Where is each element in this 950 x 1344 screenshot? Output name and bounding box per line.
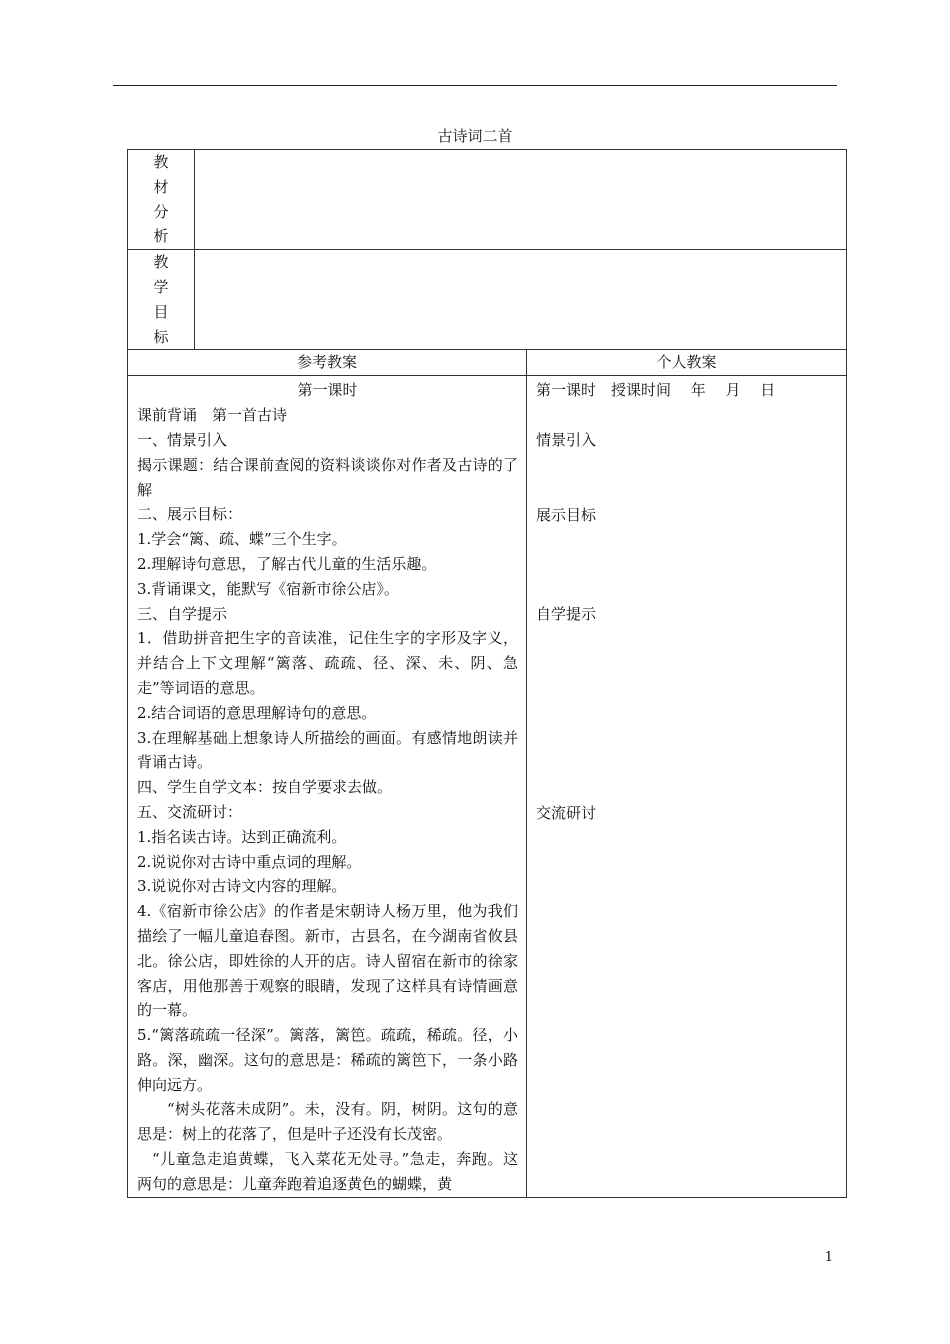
personal-plan-item: 展示目标 bbox=[536, 506, 597, 525]
personal-plan-item: 第一课时 授课时间 年 月 日 bbox=[536, 381, 776, 400]
label-material-analysis: 教 材 分 析 bbox=[128, 150, 195, 250]
reference-line: 1．借助拼音把生字的音读准，记住生字的字形及字义，并结合上下文理解“篱落、疏疏、径、深、未、阴、急走”等词语的意思。 bbox=[137, 629, 518, 697]
reference-line: 3.在理解基础上想象诗人所描绘的画面。有感情地朗读并背诵古诗。 bbox=[137, 728, 518, 772]
reference-line: “儿童急走追黄蝶，飞入菜花无处寻。”急走，奔跑。这两句的意思是：儿童奔跑着追逐黄色的蝴蝶，黄 bbox=[137, 1150, 518, 1193]
reference-line: 第一课时 bbox=[297, 381, 358, 400]
page-number: 1 bbox=[824, 1250, 833, 1265]
reference-line: 揭示课题：结合课前查阅的资料谈谈你对作者及古诗的了解 bbox=[137, 455, 518, 499]
row-column-headers bbox=[128, 350, 847, 376]
personal-plan-item: 情景引入 bbox=[536, 431, 597, 450]
reference-plan-column bbox=[128, 376, 527, 1198]
document-title: 古诗词二首 bbox=[437, 127, 513, 145]
reference-line: 五、交流研讨： bbox=[137, 802, 243, 821]
reference-line: 2.说说你对古诗中重点词的理解。 bbox=[137, 852, 362, 871]
material-analysis-content[interactable] bbox=[195, 150, 847, 250]
row-teaching-goals bbox=[128, 250, 847, 350]
reference-line: “树头花落未成阴”。未，没有。阴，树阴。这句的意思是：树上的花落了，但是叶子还没有长茂密。 bbox=[137, 1100, 518, 1144]
reference-line: 3.说说你对古诗文内容的理解。 bbox=[137, 877, 347, 896]
header-rule bbox=[113, 85, 837, 86]
reference-line: 2.结合词语的意思理解诗句的意思。 bbox=[137, 703, 377, 722]
reference-line: 1.指名读古诗。达到正确流利。 bbox=[137, 827, 347, 846]
reference-line: 二、展示目标： bbox=[137, 505, 243, 524]
reference-line: 四、学生自学文本：按自学要求去做。 bbox=[137, 778, 393, 797]
reference-line: 课前背诵 第一首古诗 bbox=[137, 406, 288, 425]
reference-line: 三、自学提示 bbox=[137, 604, 228, 623]
reference-line: 4.《宿新市徐公店》的作者是宋朝诗人杨万里，他为我们描绘了一幅儿童追春图。新市，古县名，在今湖南省攸县北。徐公店，即姓徐的人开的店。诗人留宿在新市的徐家客店，用他那善于观察的眼睛，发现了这样具有诗情画意的一幕。 bbox=[137, 902, 518, 1020]
personal-plan-item: 交流研讨 bbox=[536, 804, 597, 823]
teaching-goals-content[interactable] bbox=[195, 250, 847, 350]
reference-line: 5.“篱落疏疏一径深”。篱落，篱笆。疏疏，稀疏。径，小路。深，幽深。这句的意思是：稀疏的篱笆下，一条小路伸向远方。 bbox=[137, 1026, 518, 1094]
label-teaching-goals: 教 学 目 标 bbox=[128, 250, 195, 350]
personal-plan-item: 自学提示 bbox=[536, 605, 597, 624]
header-reference-plan: 参考教案 bbox=[128, 350, 527, 376]
reference-line: 3.背诵课文，能默写《宿新市徐公店》。 bbox=[137, 579, 399, 598]
reference-line: 1.学会“篱、疏、蝶”三个生字。 bbox=[137, 530, 347, 549]
row-material-analysis bbox=[128, 150, 847, 250]
header-personal-plan: 个人教案 bbox=[527, 350, 847, 376]
reference-plan-text bbox=[128, 376, 526, 1196]
lesson-plan-table bbox=[127, 149, 847, 1198]
row-lesson-body bbox=[128, 376, 847, 1198]
reference-line: 2.理解诗句意思，了解古代儿童的生活乐趣。 bbox=[137, 554, 437, 573]
personal-plan-column[interactable] bbox=[527, 376, 847, 1198]
reference-line: 一、情景引入 bbox=[137, 430, 228, 449]
personal-plan-text bbox=[527, 376, 846, 1197]
